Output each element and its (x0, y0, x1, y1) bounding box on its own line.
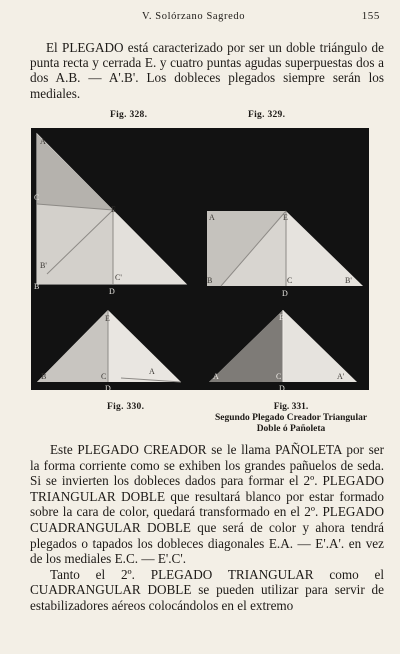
fig-328-letter-b-prime: B' (40, 261, 47, 270)
body-text (30, 442, 384, 614)
fig-330-label: Fig. 330. (107, 402, 145, 412)
fig-329-letter-e: E (283, 213, 288, 222)
fig-328-letter-e: E (111, 205, 116, 214)
folding-figures-photo (31, 128, 369, 390)
fig-329-diagram (207, 211, 363, 298)
fig-329-letter-d: D (282, 289, 288, 298)
fig-329-letter-c: C (287, 276, 293, 285)
folding-figures-illustration (31, 128, 369, 390)
running-title: V. Solórzano Sagredo (142, 11, 246, 22)
fig-331-label: Fig. 331. (273, 402, 309, 412)
intro-paragraph-text: El PLEGADO está caracterizado por ser un doble triángulo de punta recta y cerrada E. y cuatro puntas agudas superpuestas dos a dos A.B. — A'.B'. Los dobleces plegados siempre serán los mediales. (30, 40, 384, 101)
page-number: 155 (361, 10, 380, 22)
fig-330-letter-e: E (105, 314, 110, 323)
fig-328-letter-d: D (109, 287, 115, 296)
fig-331-letter-e: E (279, 313, 284, 322)
fig-330-letter-c: C (101, 372, 107, 381)
fig-331-caption (196, 402, 386, 435)
fig-330-diagram (37, 310, 181, 390)
fig-331-diagram (209, 310, 357, 390)
fig-328-letter-b: B (34, 282, 40, 291)
fig-330-letter-a: A (149, 367, 155, 376)
fig-328-diagram (34, 134, 186, 296)
fig-329-label: Fig. 329. (248, 110, 286, 120)
fig-328-letter-a: A (40, 137, 46, 146)
fig-331-caption-line2: Doble ó Pañoleta (256, 424, 326, 434)
fig-331-letter-d: D (279, 384, 285, 390)
fig-329-letter-b: B (207, 276, 213, 285)
fig-329-letter-a: A (209, 213, 215, 222)
intro-paragraph (30, 40, 384, 101)
fig-328-letter-c-prime: C' (115, 273, 122, 282)
page-header (0, 8, 400, 26)
fig-331-letter-c: C (276, 372, 282, 381)
fig-331-letter-a: A (213, 372, 219, 381)
fig-331-letter-a-prime: A' (337, 372, 345, 381)
fig-330-letter-b: B (41, 372, 47, 381)
fig-328-letter-c: C (34, 193, 40, 202)
fig-331-caption-line1: Segundo Plegado Creador Triangular (214, 413, 368, 423)
fig-330-letter-d: D (105, 384, 111, 390)
fig-328-label: Fig. 328. (110, 110, 148, 120)
fig-329-letter-b-prime: B' (345, 276, 352, 285)
body-paragraph-1: Este PLEGADO CREADOR se le llama PAÑOLETA por ser la forma corriente como se exhiben los grandes pañuelos de seda. Si se invierten los dobleces dados para formar el 2º. PLEGADO TRIANGULAR DOBLE que resultará blanco por estar formado sobre la cara de color, quedará transformado en el 2º. PLEGADO CUADRANGULAR DOBLE que será de color y ahora tendrá plegados o tapados los dobleces diagonales E.A. — E'.A'. en vez de los mediales E.C. — E'.C'. (30, 442, 384, 567)
body-paragraph-2: Tanto el 2º. PLEGADO TRIANGULAR como el CUADRANGULAR DOBLE se pueden utilizar para servir de estabilizadores aéreos colocándolos en el extremo (30, 566, 384, 613)
